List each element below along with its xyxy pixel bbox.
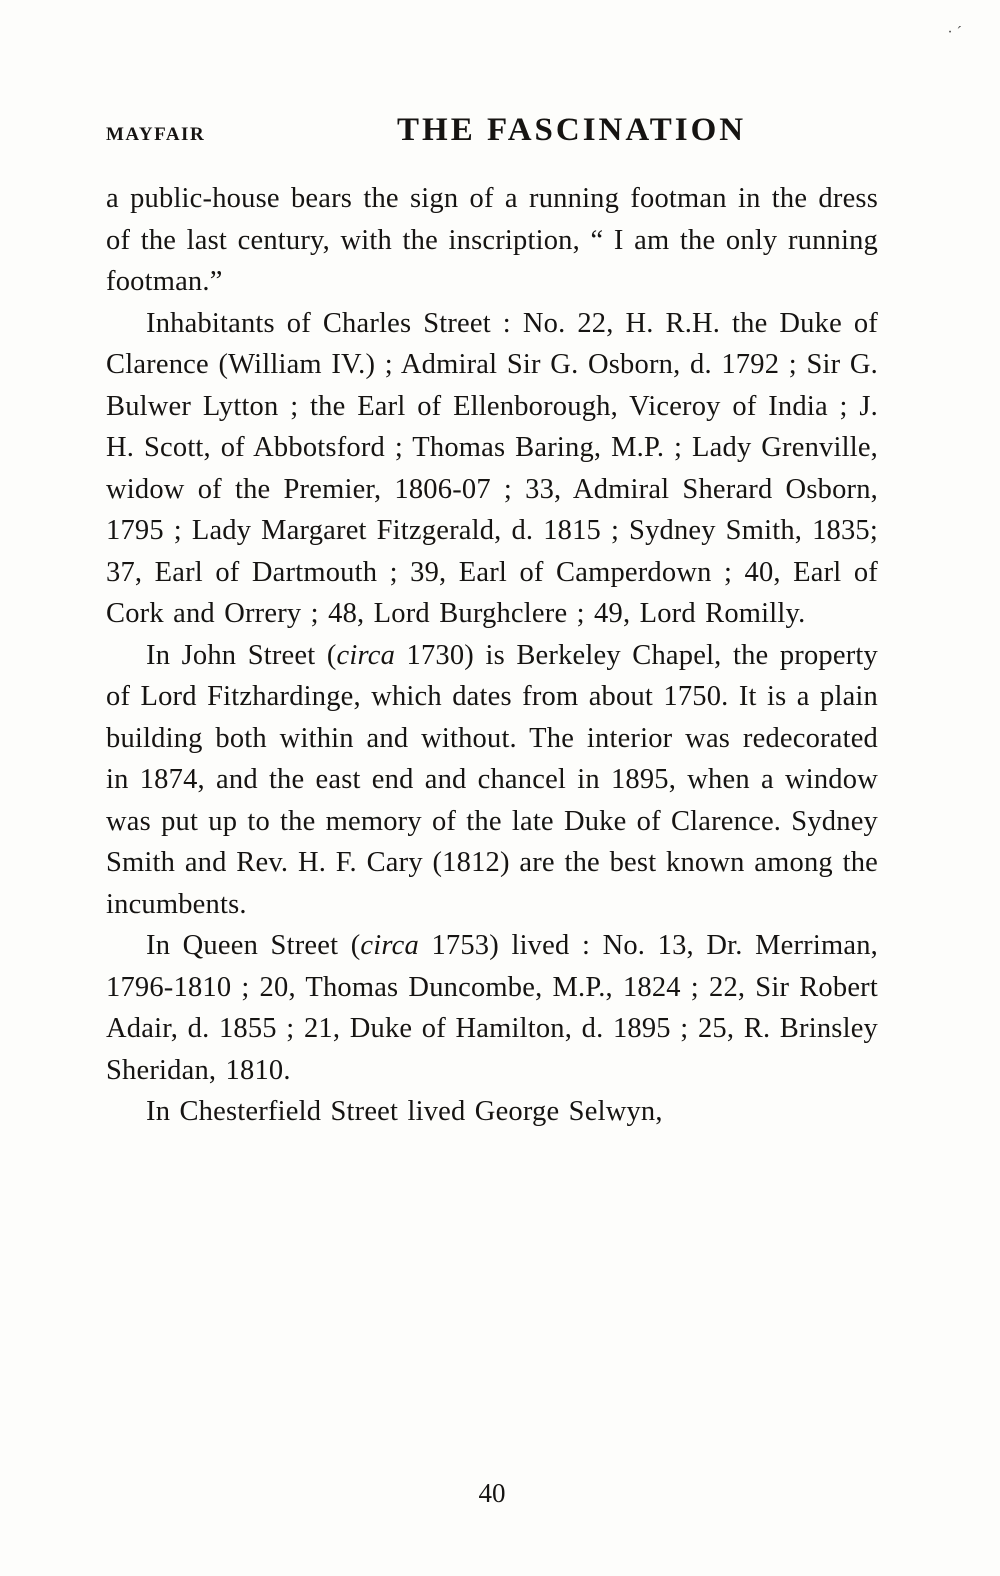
page-body (106, 178, 878, 1133)
running-header (106, 112, 878, 149)
italic-text-segment: circa (360, 930, 419, 961)
text-segment: Inhabitants of Charles Street : No. 22, H. R.H. the Duke of Clarence (William IV.) ; Admiral Sir G. Osborn, d. 1792 ; Sir G. Bulwer Lytton ; the Earl of Ellenborough, Viceroy of India ; J. H. Scott, of Abbotsford ; Thomas Baring, M.P. ; Lady Grenville, widow of the Premier, 1806-07 ; 33, Admiral Sherard Osborn, 1795 ; Lady Margaret Fitzgerald, d. 1815 ; Sydney Smith, 1835; 37, Earl of Dartmouth ; 39, Earl of Camperdown ; 40, Earl of Cork and Orrery ; 48, Lord Burghclere ; 49, Lord Romilly. (106, 307, 878, 629)
page-number: 40 (478, 1478, 506, 1508)
paragraph (106, 925, 878, 1091)
page-title: THE FASCINATION (397, 112, 747, 148)
scan-artifact: · ˊ (947, 24, 962, 41)
paragraph (106, 303, 878, 635)
paragraph (106, 635, 878, 926)
italic-text-segment: circa (336, 639, 396, 671)
header-section-label: MAYFAIR (106, 124, 206, 145)
text-segment: a public-house bears the sign of a running footman in the dress of the last century, with the inscription, “ I am the only running footman.” (106, 183, 878, 297)
text-segment: In Chesterfield Street lived George Selwyn, (146, 1096, 663, 1127)
text-segment: 1753) lived : No. 13, Dr. Merriman, 1796-1810 ; 20, Thomas Duncombe, M.P., 1824 ; 22, Sir Robert Adair, d. 1855 ; 21, Duke of Hamilton, d. 1895 ; 25, R. Brinsley Sheridan, 1810. (106, 930, 878, 1086)
text-segment: 1730) is Berkeley Chapel, the property of Lord Fitzhardinge, which dates from about 1750. It is a plain building both within and without. The interior was redecorated in 1874, and the east end and chancel in 1895, when a window was put up to the memory of the late Duke of Clarence. Sydney Smith and Rev. H. F. Cary (1812) are the best known among the incumbents. (106, 639, 878, 920)
paragraph (106, 1091, 878, 1133)
text-segment: In John Street ( (146, 639, 337, 671)
text-segment: In Queen Street ( (146, 930, 361, 961)
paragraph (106, 178, 878, 303)
